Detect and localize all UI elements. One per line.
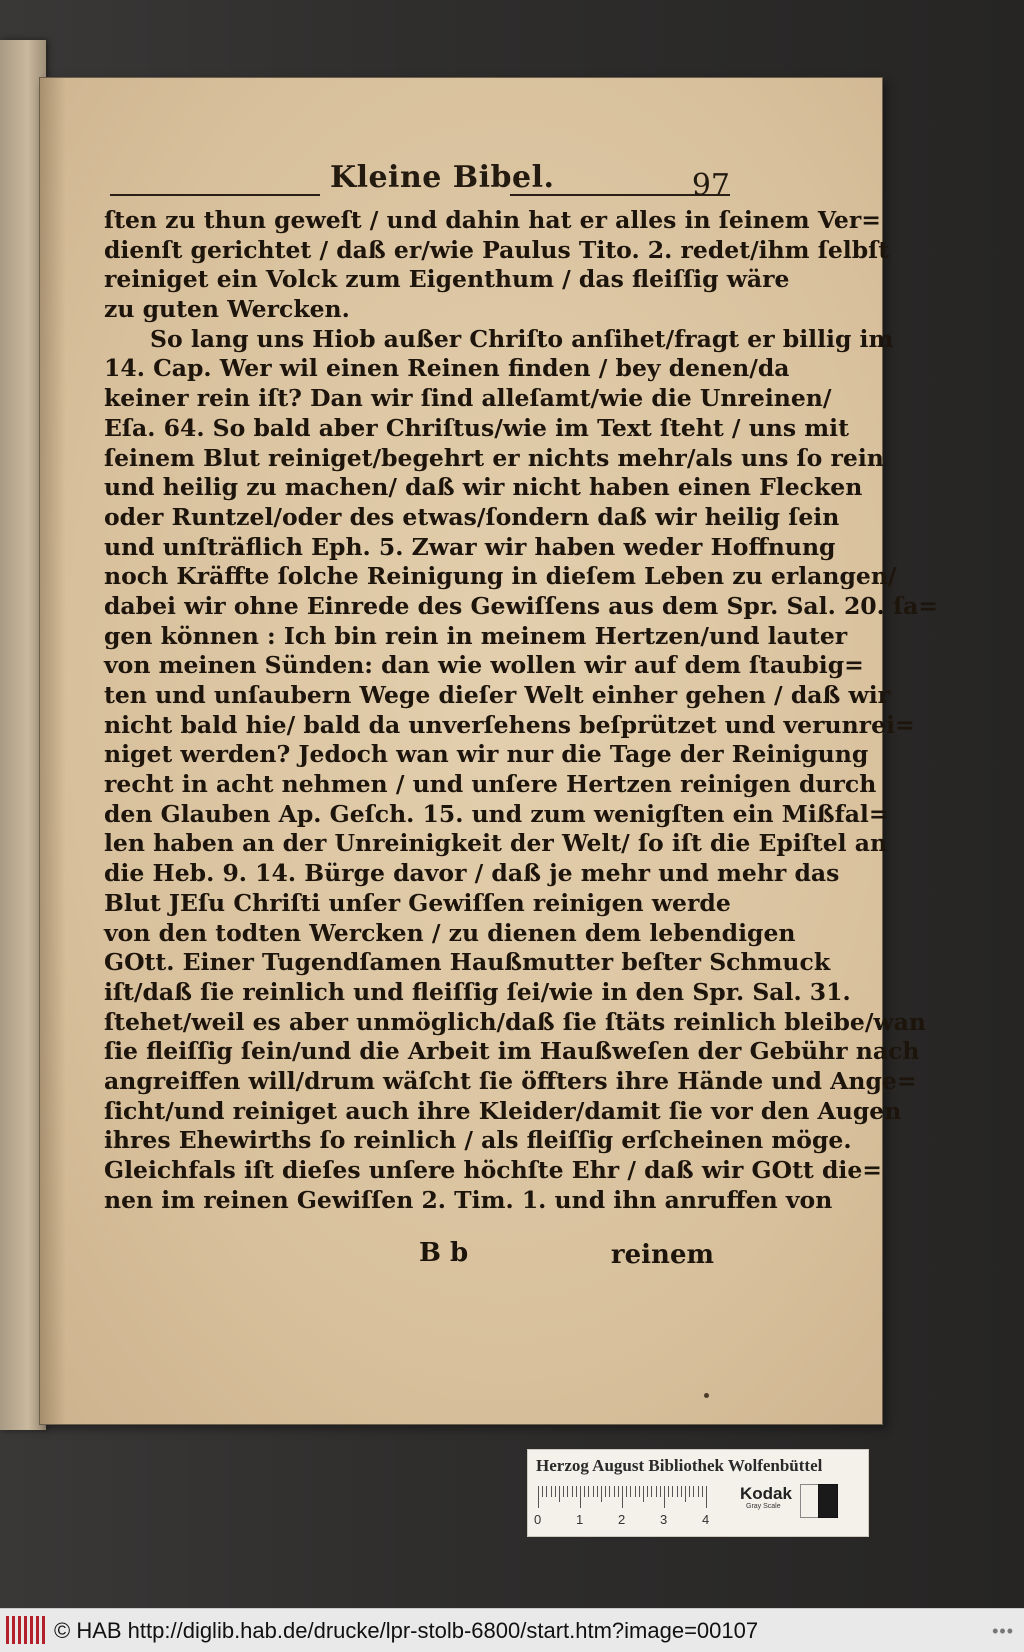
text-line: von den todten Wercken / zu dienen dem lebendigen xyxy=(104,918,796,947)
ruler-tick xyxy=(668,1486,669,1497)
text-line: niget werden? Jedoch wan wir nur die Tage der Reinigung xyxy=(104,740,869,769)
ruler-tick xyxy=(643,1486,644,1502)
text-line: ſten zu thun geweſt / und dahin hat er alles in ſeinem Ver= xyxy=(104,206,881,234)
ruler-tick xyxy=(693,1486,694,1497)
text-line: oder Runtzel/oder des etwas/ſondern daß wir heilig ſein xyxy=(104,502,840,531)
kodak-logo: Kodak xyxy=(740,1484,792,1503)
ruler-label: 2 xyxy=(618,1512,626,1527)
ruler-tick xyxy=(597,1486,598,1497)
ruler-tick xyxy=(580,1486,581,1508)
ruler-tick xyxy=(660,1486,661,1497)
page-footer xyxy=(104,1238,726,1272)
hab-logo-icon xyxy=(6,1616,46,1644)
ruler-label: 1 xyxy=(576,1512,584,1527)
ruler-tick xyxy=(563,1486,564,1497)
ruler-tick xyxy=(618,1486,619,1497)
scale-ruler xyxy=(536,1486,736,1510)
text-line: den Glauben Ap. Geſch. 15. und zum wenigſten ein Mißfal= xyxy=(104,799,889,828)
more-menu-icon[interactable]: ••• xyxy=(992,1621,1014,1641)
ruler-tick xyxy=(605,1486,606,1497)
ruler-tick xyxy=(681,1486,682,1497)
ruler-tick xyxy=(647,1486,648,1497)
ruler-tick xyxy=(555,1486,556,1497)
ruler-tick xyxy=(559,1486,560,1502)
page-header xyxy=(110,160,730,204)
grayscale-label: Gray Scale xyxy=(746,1503,781,1510)
library-name: Herzog August Bibliothek Wolfenbüttel xyxy=(536,1456,823,1475)
text-line: Blut JEſu Chriſti unſer Gewiſſen reinigen werde xyxy=(104,888,731,917)
ruler-tick xyxy=(584,1486,585,1497)
ruler-tick xyxy=(593,1486,594,1497)
text-line: und heilig zu machen/ daß wir nicht haben einen Flecken xyxy=(104,473,863,502)
ruler-tick xyxy=(567,1486,568,1497)
ruler-label: 4 xyxy=(702,1512,710,1527)
text-line: ſicht/und reiniget auch ihre Kleider/damit ſie vor den Augen xyxy=(104,1096,902,1125)
ruler-tick xyxy=(572,1486,573,1497)
ruler-tick xyxy=(630,1486,631,1497)
text-line: ſie fleiſſig ſein/und die Arbeit im Haußweſen der Gebühr nach xyxy=(104,1037,920,1066)
black-swatch xyxy=(818,1484,838,1518)
ruler-tick xyxy=(614,1486,615,1497)
ruler-tick xyxy=(689,1486,690,1497)
text-line: die Heb. 9. 14. Bürge davor / daß je mehr und mehr das xyxy=(104,859,840,888)
ruler-tick xyxy=(698,1486,699,1497)
page-gutter-shadow xyxy=(40,78,66,1424)
text-line: len haben an der Unreinigkeit der Welt/ ſo iſt die Epiſtel an xyxy=(104,829,888,858)
catchword: reinem xyxy=(610,1240,714,1270)
ruler-tick xyxy=(546,1486,547,1497)
signature-mark: B b xyxy=(419,1238,469,1268)
running-title: Kleine Bibel. xyxy=(330,160,555,195)
status-bar xyxy=(0,1608,1024,1652)
text-line: ſeinem Blut reiniget/begehrt er nichts mehr/als uns ſo rein xyxy=(104,443,884,472)
text-line: Eſa. 64. So bald aber Chriſtus/wie im Text ſteht / uns mit xyxy=(104,413,849,442)
ruler-tick xyxy=(706,1486,707,1508)
text-line: angreiffen will/drum wäſcht ſie öffters ihre Hände und Ange= xyxy=(104,1066,917,1095)
paper-speck xyxy=(704,1393,709,1398)
color-reference-card xyxy=(527,1449,869,1537)
page-number: 97 xyxy=(691,168,730,203)
header-rule-left xyxy=(110,194,320,196)
ruler-tick xyxy=(551,1486,552,1497)
ruler-tick xyxy=(702,1486,703,1497)
ruler-tick xyxy=(639,1486,640,1497)
ruler-tick xyxy=(677,1486,678,1497)
text-line: reiniget ein Volck zum Eigenthum / das fleiſſig wäre xyxy=(104,265,790,294)
text-line: nen im reinen Gewiſſen 2. Tim. 1. und ihn anruffen von xyxy=(104,1185,833,1214)
text-line: gen können : Ich bin rein in meinem Hertzen/und lauter xyxy=(104,621,848,650)
ruler-tick xyxy=(685,1486,686,1502)
ruler-tick xyxy=(609,1486,610,1497)
text-line: und unſträflich Eph. 5. Zwar wir haben weder Hoffnung xyxy=(104,532,836,561)
ruler-tick xyxy=(635,1486,636,1497)
ruler-tick xyxy=(576,1486,577,1497)
text-line: dienſt gerichtet / daß er/wie Paulus Tito. 2. redet/ihm ſelbſt xyxy=(104,235,890,264)
text-line: zu guten Wercken. xyxy=(104,295,350,324)
text-line: ſtehet/weil es aber unmöglich/daß ſie ſtäts reinlich bleibe/wan xyxy=(104,1007,926,1036)
text-line: ten und unſaubern Wege dieſer Welt einher gehen / daß wir xyxy=(104,681,891,709)
text-line: iſt/daß ſie reinlich und fleiſſig ſei/wie in den Spr. Sal. 31. xyxy=(104,977,851,1006)
ruler-tick xyxy=(672,1486,673,1497)
status-url-text[interactable]: © HAB http://diglib.hab.de/drucke/lpr-stolb-6800/start.htm?image=00107 xyxy=(54,1618,759,1643)
text-line: dabei wir ohne Einrede des Gewiſſens aus dem Spr. Sal. 20. ſa= xyxy=(104,591,939,620)
ruler-tick xyxy=(601,1486,602,1502)
text-line: GOtt. Einer Tugendſamen Haußmutter beſter Schmuck xyxy=(104,948,831,977)
text-line: noch Kräffte ſolche Reinigung in dieſem Leben zu erlangen/ xyxy=(104,562,897,591)
text-line: So lang uns Hiob außer Chriſto anſihet/fragt er billig im xyxy=(150,324,894,353)
ruler-tick xyxy=(538,1486,539,1508)
ruler-tick xyxy=(588,1486,589,1497)
ruler-tick xyxy=(542,1486,543,1497)
text-line: ihres Ehewirths ſo reinlich / als fleiſſig erſcheinen möge. xyxy=(104,1126,852,1155)
text-line: Gleichfals iſt dieſes unſere höchſte Ehr / daß wir GOtt die= xyxy=(104,1156,882,1184)
ruler-tick xyxy=(651,1486,652,1497)
ruler-tick xyxy=(626,1486,627,1497)
ruler-tick xyxy=(664,1486,665,1508)
text-line: keiner rein iſt? Dan wir ſind alleſamt/wie die Unreinen/ xyxy=(104,384,832,413)
text-line: von meinen Sünden: dan wie wollen wir auf dem ſtaubig= xyxy=(104,651,864,680)
ruler-label: 0 xyxy=(534,1512,542,1527)
ruler-tick xyxy=(622,1486,623,1508)
text-line: nicht bald hie/ bald da unverſehens beſprützet und verunrei= xyxy=(104,710,915,739)
text-line: 14. Cap. Wer wil einen Reinen finden / bey denen/da xyxy=(104,354,790,383)
white-swatch xyxy=(800,1484,820,1518)
body-text xyxy=(104,206,939,1215)
ruler-label: 3 xyxy=(660,1512,668,1527)
ruler-tick xyxy=(656,1486,657,1497)
text-line: recht in acht nehmen / und unſere Hertzen reinigen durch xyxy=(104,770,877,799)
